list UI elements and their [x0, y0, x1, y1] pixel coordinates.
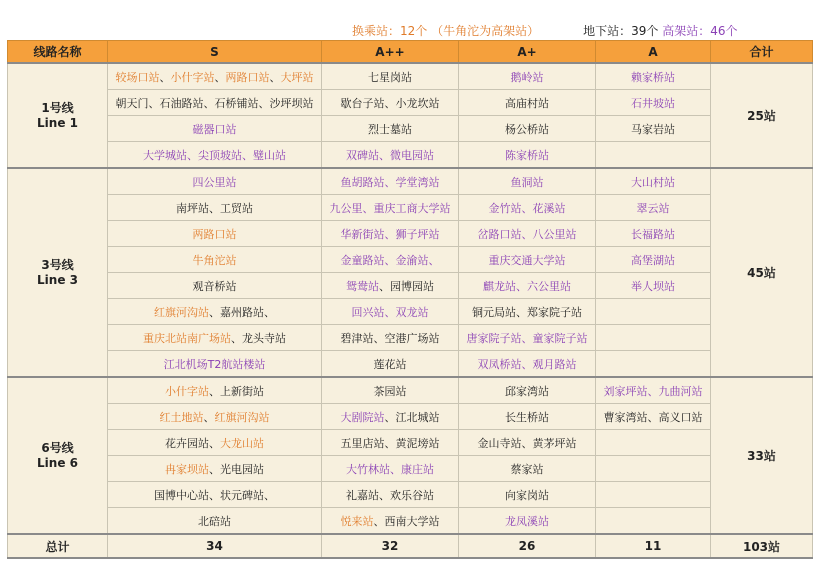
grade-a-cell [596, 404, 711, 430]
station-name: 红旗河沟站 [214, 410, 270, 424]
station-name: 朝天门、石油路站、石桥铺站、沙坪坝站 [115, 96, 314, 110]
station-name: 七星岗站 [368, 70, 412, 84]
station-name: 鸳鸯站 [346, 279, 379, 293]
grade-a-plus-plus-cell [322, 482, 459, 508]
station-name: 重庆交通大学站 [488, 253, 566, 267]
grade-a-plus-plus-cell [322, 377, 459, 404]
grade-a-cell [596, 168, 711, 195]
table-footer-row [8, 534, 813, 558]
station-name: 大龙山站 [220, 436, 264, 450]
grade-a-plus-cell [459, 508, 596, 535]
station-name: 、嘉州路站、 [209, 305, 275, 319]
grade-a-plus-cell [459, 63, 596, 90]
line-name-en: Line 3 [37, 272, 78, 287]
table-row [8, 247, 813, 273]
station-name: 麒龙站、六公里站 [483, 279, 571, 293]
header-line-name: 线路名称 [8, 41, 108, 64]
station-name: 陈家桥站 [505, 148, 549, 162]
station-name: 南坪站、工贸站 [176, 201, 253, 215]
station-name: 小什字站 [170, 70, 215, 84]
grade-a-cell [596, 299, 711, 325]
grade-s-cell [108, 63, 322, 90]
table-row [8, 482, 813, 508]
station-name: 红旗河沟站 [154, 305, 209, 319]
grade-a-plus-plus-cell [322, 116, 459, 142]
grade-a-plus-cell [459, 90, 596, 116]
grade-s-cell [108, 351, 322, 378]
grade-a-plus-cell [459, 325, 596, 351]
station-name: 小什字站 [165, 384, 209, 398]
grade-a-plus-plus-cell [322, 142, 459, 169]
line-total: 25站 [711, 63, 813, 168]
grade-a-cell [596, 90, 711, 116]
grade-a-plus-cell [459, 299, 596, 325]
station-name: 龙凤溪站 [505, 514, 549, 528]
header-grade-a-plus-plus: A++ [322, 41, 459, 64]
grade-a-plus-plus-cell [322, 63, 459, 90]
elevated-station-count: 高架站：46个 [662, 24, 738, 38]
table-row [8, 195, 813, 221]
grade-s-cell [108, 168, 322, 195]
grade-a-plus-cell [459, 168, 596, 195]
station-name: 长生桥站 [505, 410, 549, 424]
station-name: 大坪站 [280, 70, 314, 84]
grade-a-cell [596, 430, 711, 456]
station-name: 邱家湾站 [505, 384, 549, 398]
station-name: 赖家桥站 [631, 70, 675, 84]
grade-s-cell [108, 247, 322, 273]
footer-label: 总计 [8, 534, 108, 558]
station-name: 四公里站 [192, 175, 237, 189]
line-name-en: Line 6 [37, 455, 78, 470]
grade-a-plus-plus-cell [322, 508, 459, 535]
station-name: 、 [203, 410, 215, 424]
station-name: 、江北城站 [384, 410, 440, 424]
grade-a-cell [596, 351, 711, 378]
station-name: 双碑站、微电园站 [346, 148, 434, 162]
table-header-row [8, 41, 813, 64]
grade-a-plus-plus-cell [322, 430, 459, 456]
line-name: 6号线 [41, 440, 74, 455]
line-name-en: Line 1 [37, 115, 78, 130]
grade-a-plus-cell [459, 142, 596, 169]
station-name: 、 [214, 70, 226, 84]
grade-a-plus-plus-cell [322, 404, 459, 430]
grade-a-cell [596, 63, 711, 90]
station-name: 金山寺站、黄茅坪站 [477, 436, 577, 450]
line-name: 3号线 [41, 257, 74, 272]
transfer-station-count: 换乘站：12个 （牛角沱为高架站） [352, 24, 540, 38]
grade-a-plus-cell [459, 221, 596, 247]
station-name: 、光电园站 [209, 462, 264, 476]
grade-a-cell [596, 377, 711, 404]
station-name: 观音桥站 [192, 279, 237, 293]
station-name: 、上新街站 [209, 384, 264, 398]
grade-a-plus-plus-cell [322, 325, 459, 351]
station-name: 牛角沱站 [192, 253, 237, 267]
grade-a-cell [596, 142, 711, 169]
line-name-cell [8, 168, 108, 377]
station-name: 高堡湖站 [631, 253, 675, 267]
grade-a-plus-plus-cell [322, 90, 459, 116]
grade-a-plus-cell [459, 247, 596, 273]
grade-s-cell [108, 299, 322, 325]
station-name: 茶园站 [373, 384, 407, 398]
station-name: 金童路站、金渝站、 [340, 253, 440, 267]
station-name: 江北机场T2航站楼站 [163, 357, 266, 371]
line-name-cell [8, 377, 108, 534]
station-name: 华新街站、狮子坪站 [340, 227, 440, 241]
grade-a-plus-cell [459, 273, 596, 299]
station-name: 烈士墓站 [368, 122, 412, 136]
grade-a-cell [596, 116, 711, 142]
station-name: 国博中心站、状元碑站、 [154, 488, 275, 502]
grade-a-plus-plus-cell [322, 299, 459, 325]
grade-s-cell [108, 325, 322, 351]
grade-a-plus-plus-cell [322, 195, 459, 221]
grade-a-cell [596, 247, 711, 273]
station-name: 高庙村站 [505, 96, 549, 110]
station-name: 重庆北站南广场站 [143, 331, 231, 345]
station-name: 蔡家站 [510, 462, 544, 476]
table-row [8, 168, 813, 195]
station-name: 铜元局站、郑家院子站 [472, 305, 582, 319]
station-name: 红土地站 [159, 410, 204, 424]
line-name-cell [8, 63, 108, 168]
station-name: 曹家湾站、高义口站 [603, 410, 703, 424]
grade-a-plus-cell [459, 456, 596, 482]
station-name: 马家岩站 [631, 122, 675, 136]
station-name: 翠云站 [636, 201, 670, 215]
station-name: 九公里、重庆工商大学站 [329, 201, 451, 215]
station-grade-table [7, 40, 813, 559]
table-row [8, 325, 813, 351]
grade-a-plus-plus-cell [322, 221, 459, 247]
underground-station-count: 地下站：39个 [583, 24, 659, 38]
station-name: 、园博园站 [379, 279, 434, 293]
table-row [8, 116, 813, 142]
station-name: 碧津站、空港广场站 [340, 331, 440, 345]
header-grade-s: S [108, 41, 322, 64]
line-name: 1号线 [41, 100, 74, 115]
table-row [8, 351, 813, 378]
station-name: 两路口站 [225, 70, 270, 84]
station-name: 、西南大学站 [373, 514, 440, 528]
station-name: 举人坝站 [631, 279, 675, 293]
station-name: 大剧院站 [340, 410, 385, 424]
header-grade-a-plus: A+ [459, 41, 596, 64]
table-row [8, 299, 813, 325]
station-name: 磁器口站 [192, 122, 237, 136]
grade-a-plus-plus-cell [322, 351, 459, 378]
station-name: 回兴站、双龙站 [351, 305, 429, 319]
grade-a-plus-cell [459, 195, 596, 221]
grade-s-cell [108, 377, 322, 404]
grade-a-plus-plus-cell [322, 168, 459, 195]
grade-s-cell [108, 195, 322, 221]
footer-a-plus-plus-count: 32 [322, 534, 459, 558]
grade-s-cell [108, 508, 322, 535]
grade-a-plus-plus-cell [322, 273, 459, 299]
grade-a-plus-plus-cell [322, 247, 459, 273]
table-row [8, 142, 813, 169]
grade-a-cell [596, 195, 711, 221]
station-name: 、龙头寺站 [231, 331, 286, 345]
station-name: 两路口站 [192, 227, 237, 241]
station-name: 、 [269, 70, 281, 84]
station-name: 花卉园站、 [165, 436, 220, 450]
station-name: 唐家院子站、童家院子站 [466, 331, 588, 345]
footer-s-count: 34 [108, 534, 322, 558]
grade-s-cell [108, 116, 322, 142]
station-summary [352, 22, 737, 39]
table-row [8, 90, 813, 116]
table-row [8, 377, 813, 404]
grade-s-cell [108, 142, 322, 169]
table-row [8, 508, 813, 535]
line-total: 33站 [711, 377, 813, 534]
grade-s-cell [108, 456, 322, 482]
grade-a-plus-cell [459, 116, 596, 142]
station-name: 鱼胡路站、学堂湾站 [340, 175, 440, 189]
station-name: 五里店站、黄泥塝站 [340, 436, 440, 450]
station-name: 大山村站 [631, 175, 675, 189]
line-total: 45站 [711, 168, 813, 377]
station-name: 冉家坝站 [165, 462, 209, 476]
station-name: 悦来站 [340, 514, 374, 528]
footer-grand-total: 103站 [711, 534, 813, 558]
table-row [8, 404, 813, 430]
grade-s-cell [108, 273, 322, 299]
station-name: 杨公桥站 [505, 122, 549, 136]
grade-a-plus-cell [459, 351, 596, 378]
table-row [8, 63, 813, 90]
grade-a-cell [596, 325, 711, 351]
footer-a-plus-count: 26 [459, 534, 596, 558]
grade-s-cell [108, 482, 322, 508]
station-name: 向家岗站 [505, 488, 549, 502]
station-name: 歇台子站、小龙坎站 [340, 96, 440, 110]
station-name: 鱼洞站 [510, 175, 544, 189]
station-name: 较场口站 [115, 70, 160, 84]
table-row [8, 221, 813, 247]
grade-s-cell [108, 404, 322, 430]
station-name: 大学城站、尖顶坡站、璧山站 [143, 148, 286, 162]
station-name: 大竹林站、康庄站 [346, 462, 434, 476]
station-name: 金竹站、花溪站 [488, 201, 566, 215]
grade-s-cell [108, 221, 322, 247]
grade-a-plus-cell [459, 482, 596, 508]
station-name: 北碚站 [198, 514, 231, 528]
station-name: 双凤桥站、观月路站 [477, 357, 577, 371]
table-row [8, 430, 813, 456]
station-name: 石井坡站 [631, 96, 675, 110]
station-name: 刘家坪站、九曲河站 [603, 384, 703, 398]
grade-a-cell [596, 273, 711, 299]
grade-a-plus-cell [459, 377, 596, 404]
grade-a-cell [596, 482, 711, 508]
grade-a-plus-cell [459, 430, 596, 456]
grade-a-plus-cell [459, 404, 596, 430]
grade-a-cell [596, 221, 711, 247]
table-row [8, 456, 813, 482]
table-row [8, 273, 813, 299]
header-grade-a: A [596, 41, 711, 64]
grade-a-cell [596, 456, 711, 482]
grade-a-cell [596, 508, 711, 535]
grade-s-cell [108, 90, 322, 116]
station-name: 鹅岭站 [510, 70, 544, 84]
footer-a-count: 11 [596, 534, 711, 558]
grade-a-plus-plus-cell [322, 456, 459, 482]
station-name: 岔路口站、八公里站 [477, 227, 577, 241]
header-total: 合计 [711, 41, 813, 64]
station-name: 礼嘉站、欢乐谷站 [346, 488, 434, 502]
station-name: 长福路站 [631, 227, 675, 241]
station-name: 、 [159, 70, 171, 84]
grade-s-cell [108, 430, 322, 456]
station-name: 莲花站 [373, 357, 407, 371]
